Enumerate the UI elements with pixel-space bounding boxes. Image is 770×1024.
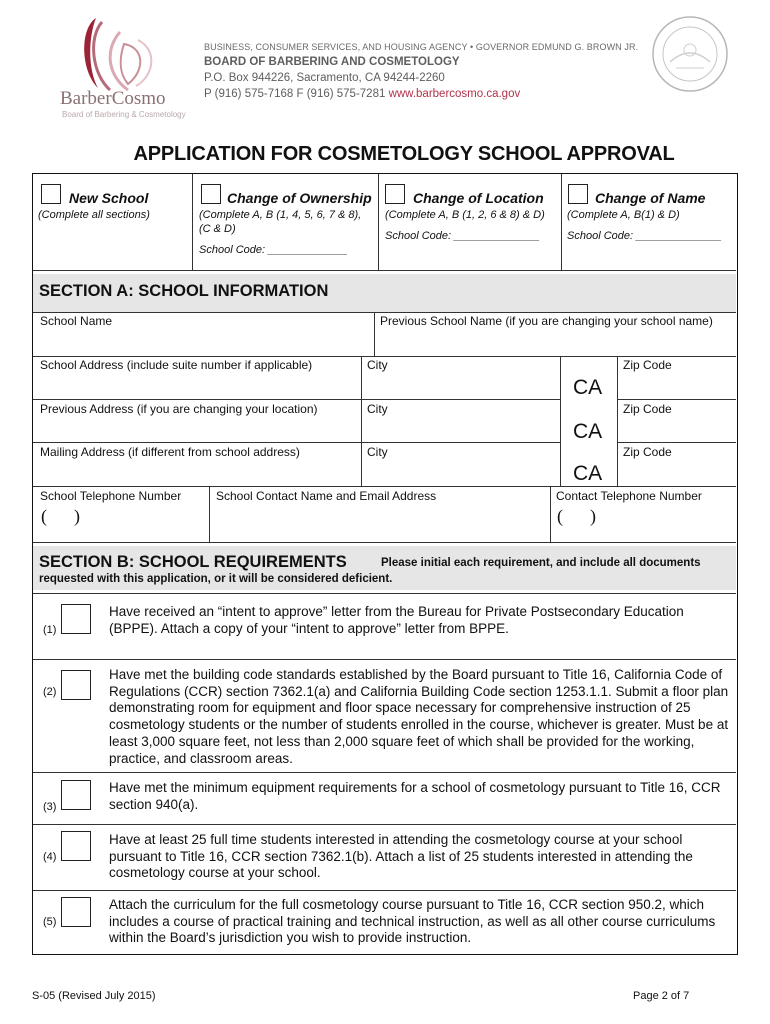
requirement-1-initial-box[interactable]	[61, 604, 91, 634]
col-divider	[617, 356, 618, 486]
change-location-instructions: (Complete A, B (1, 2, 6 & 8) & D)	[385, 209, 545, 221]
section-a-title: SECTION A: SCHOOL INFORMATION	[39, 282, 329, 300]
row-divider	[33, 542, 736, 543]
school-name-label: School Name	[40, 314, 113, 328]
change-location-school-code[interactable]: School Code: ______________	[385, 230, 540, 242]
board-phone: P (916) 575-7168 F (916) 575-7281	[204, 88, 386, 100]
requirement-3-text: Have met the minimum equipment requirements for a school of cosmetology pursuant to Title 16, CCR section 940(a).	[109, 780, 721, 812]
mailing-city-label: City	[367, 445, 388, 459]
col-divider	[550, 486, 551, 542]
school-city-label: City	[367, 358, 388, 372]
contact-telephone-label: Contact Telephone Number	[556, 489, 702, 503]
previous-city-label: City	[367, 402, 388, 416]
col-divider	[374, 312, 375, 356]
school-address-label: School Address (include suite number if applicable)	[40, 358, 313, 372]
previous-school-name-label: Previous School Name (if you are changing your school name)	[380, 314, 713, 328]
change-name-school-code[interactable]: School Code: ______________	[567, 230, 722, 242]
previous-zip-label: Zip Code	[623, 402, 672, 416]
row-divider	[33, 270, 736, 271]
new-school-label: New School	[69, 190, 149, 206]
page-number: Page 2 of 7	[633, 990, 690, 1002]
requirement-1-text: Have received an “intent to approve” letter from the Bureau for Private Postsecondary Education (BPPE). Attach a copy of your “intent to approve” letter from BPPE.	[109, 604, 684, 636]
type-divider	[561, 174, 562, 270]
form-revision: S-05 (Revised July 2015)	[32, 990, 156, 1002]
requirement-5-initial-box[interactable]	[61, 897, 91, 927]
logo-subtitle: Board of Barbering & Cosmetology	[62, 110, 186, 119]
new-school-instructions: (Complete all sections)	[38, 209, 150, 221]
change-location-checkbox[interactable]	[385, 184, 405, 204]
mailing-state-value: CA	[573, 462, 603, 485]
requirement-number: (4)	[43, 851, 57, 863]
row-divider	[33, 890, 736, 891]
change-name-checkbox[interactable]	[568, 184, 588, 204]
requirement-number: (3)	[43, 801, 57, 813]
school-contact-label: School Contact Name and Email Address	[216, 489, 437, 503]
board-phone-line	[204, 88, 520, 100]
contact-telephone-field[interactable]: ( )	[557, 506, 596, 526]
school-zip-label: Zip Code	[623, 358, 672, 372]
row-divider	[33, 442, 561, 443]
mailing-address-label: Mailing Address (if different from school address)	[40, 445, 300, 459]
row-divider	[33, 356, 736, 357]
school-telephone-label: School Telephone Number	[40, 489, 182, 503]
requirement-3-initial-box[interactable]	[61, 780, 91, 810]
requirement-number: (2)	[43, 686, 57, 698]
change-ownership-school-code[interactable]: School Code: _____________	[199, 244, 348, 256]
row-divider	[617, 442, 736, 443]
section-b-note-line2: requested with this application, or it will be considered deficient.	[39, 573, 393, 585]
col-divider	[560, 356, 561, 486]
change-ownership-label: Change of Ownership	[227, 190, 372, 206]
application-form	[32, 173, 738, 955]
row-divider	[33, 593, 736, 594]
change-location-label: Change of Location	[413, 190, 544, 206]
row-divider	[33, 312, 736, 313]
type-divider	[378, 174, 379, 270]
requirement-2-initial-box[interactable]	[61, 670, 91, 700]
new-school-checkbox[interactable]	[41, 184, 61, 204]
previous-state-value: CA	[573, 420, 603, 443]
change-ownership-checkbox[interactable]	[201, 184, 221, 204]
section-b-title: SECTION B: SCHOOL REQUIREMENTS	[39, 553, 347, 571]
col-divider	[209, 486, 210, 542]
row-divider	[33, 399, 561, 400]
section-b-note-line1: Please initial each requirement, and include all documents	[381, 557, 701, 569]
page-title: APPLICATION FOR COSMETOLOGY SCHOOL APPROVAL	[133, 143, 675, 165]
requirement-2-text: Have met the building code standards established by the Board pursuant to Title 16, California Code of Regulations (CCR) section 7362.1(a) and California Building Code section 1253.1.1. Submit a floor plan demonstrating room for equipment and floor space necessary for comprehensive instruction of 25 cosmetology students or the number of students enrolled in the course, whichever is greater. Must be at least 3,000 square feet, not less than 2,000 square feet of which shall be provided for the working, practice, and classroom areas.	[109, 667, 729, 766]
board-name: BOARD OF BARBERING AND COSMETOLOGY	[204, 56, 460, 68]
school-telephone-field[interactable]: ( )	[41, 506, 80, 526]
row-divider	[33, 824, 736, 825]
school-state-value: CA	[573, 376, 603, 399]
previous-address-label: Previous Address (if you are changing your location)	[40, 402, 318, 416]
website-link[interactable]: www.barbercosmo.ca.gov	[388, 88, 521, 100]
change-name-instructions: (Complete A, B(1) & D)	[567, 209, 680, 221]
requirement-4-initial-box[interactable]	[61, 831, 91, 861]
type-divider	[192, 174, 193, 270]
logo-wordmark: BarberCosmo	[60, 88, 166, 109]
requirement-5-text: Attach the curriculum for the full cosmetology course pursuant to Title 16, CCR section 950.2, which includes a course of practical training and technical instruction, as well as all other course curriculums within the Board’s jurisdiction you wish to provide instruction.	[109, 897, 716, 946]
row-divider	[617, 399, 736, 400]
requirement-4-text: Have at least 25 full time students interested in attending the cosmetology course at your school pursuant to Title 16, CCR section 7362.1(b). Attach a list of 25 students interested in attending the cosmetology course at your school.	[109, 832, 693, 881]
board-address: P.O. Box 944226, Sacramento, CA 94244-2260	[204, 72, 445, 84]
row-divider	[33, 659, 736, 660]
requirement-number: (1)	[43, 624, 57, 636]
requirement-number: (5)	[43, 916, 57, 928]
change-ownership-instructions: (Complete A, B (1, 4, 5, 6, 7 & 8), (C & D)	[199, 209, 362, 235]
row-divider	[33, 772, 736, 773]
change-name-label: Change of Name	[595, 190, 706, 206]
col-divider	[361, 356, 362, 486]
mailing-zip-label: Zip Code	[623, 445, 672, 459]
agency-line: BUSINESS, CONSUMER SERVICES, AND HOUSING AGENCY • GOVERNOR EDMUND G. BROWN JR.	[204, 42, 639, 52]
state-seal-icon	[650, 14, 730, 94]
row-divider	[33, 486, 736, 487]
